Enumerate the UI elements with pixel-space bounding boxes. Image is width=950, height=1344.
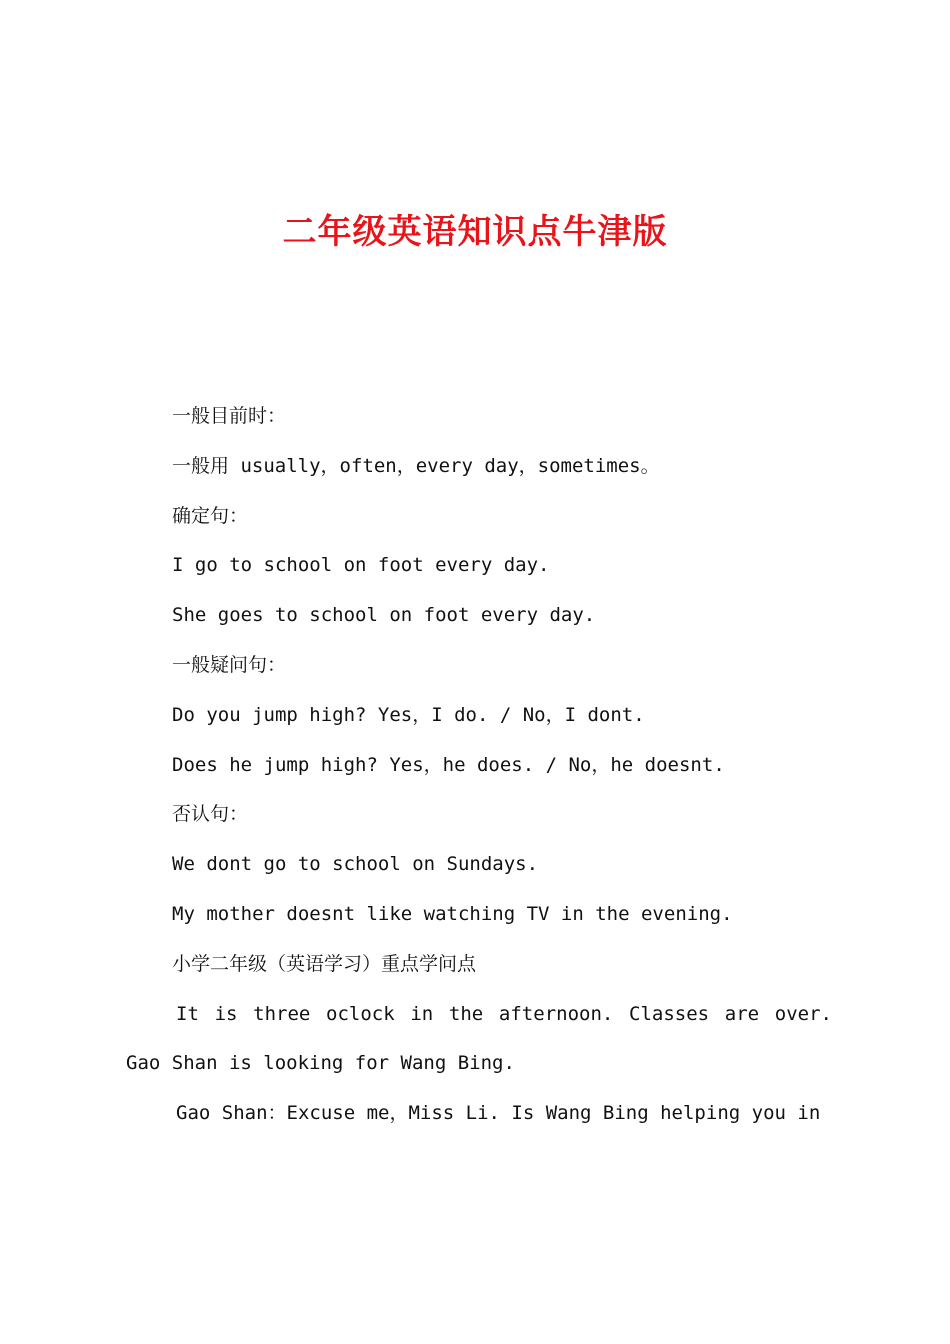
text-line: We dont go to school on Sundays. bbox=[172, 853, 539, 876]
text-line: 确定句： bbox=[172, 504, 249, 527]
text-line: I go to school on foot every day. bbox=[172, 554, 550, 577]
document-body bbox=[126, 392, 832, 1139]
text-line: Do you jump high? Yes，I do. / No，I dont. bbox=[172, 703, 645, 726]
text-line: 一般目前时： bbox=[172, 405, 287, 427]
text-line: Does he jump high? Yes，he does. / No，he doesnt. bbox=[172, 753, 725, 776]
document-title: 二年级英语知识点牛津版 bbox=[282, 212, 668, 252]
text-line: My mother doesnt like watching TV in the evening. bbox=[172, 902, 733, 925]
text-line: She goes to school on foot every day. bbox=[172, 604, 596, 627]
text-line: 否认句： bbox=[172, 803, 249, 826]
paragraph: It is three oclock in the afternoon. Classes are over. Gao Shan is looking for Wang Bing. bbox=[126, 1002, 832, 1075]
paragraph: Gao Shan：Excuse me，Miss Li. Is Wang Bing helping you in bbox=[176, 1102, 821, 1125]
text-line: 一般疑问句： bbox=[172, 653, 287, 676]
text-line: 小学二年级（英语学习）重点学问点 bbox=[172, 952, 477, 975]
text-line: 一般用 usually，often，every day，sometimes。 bbox=[172, 454, 660, 477]
